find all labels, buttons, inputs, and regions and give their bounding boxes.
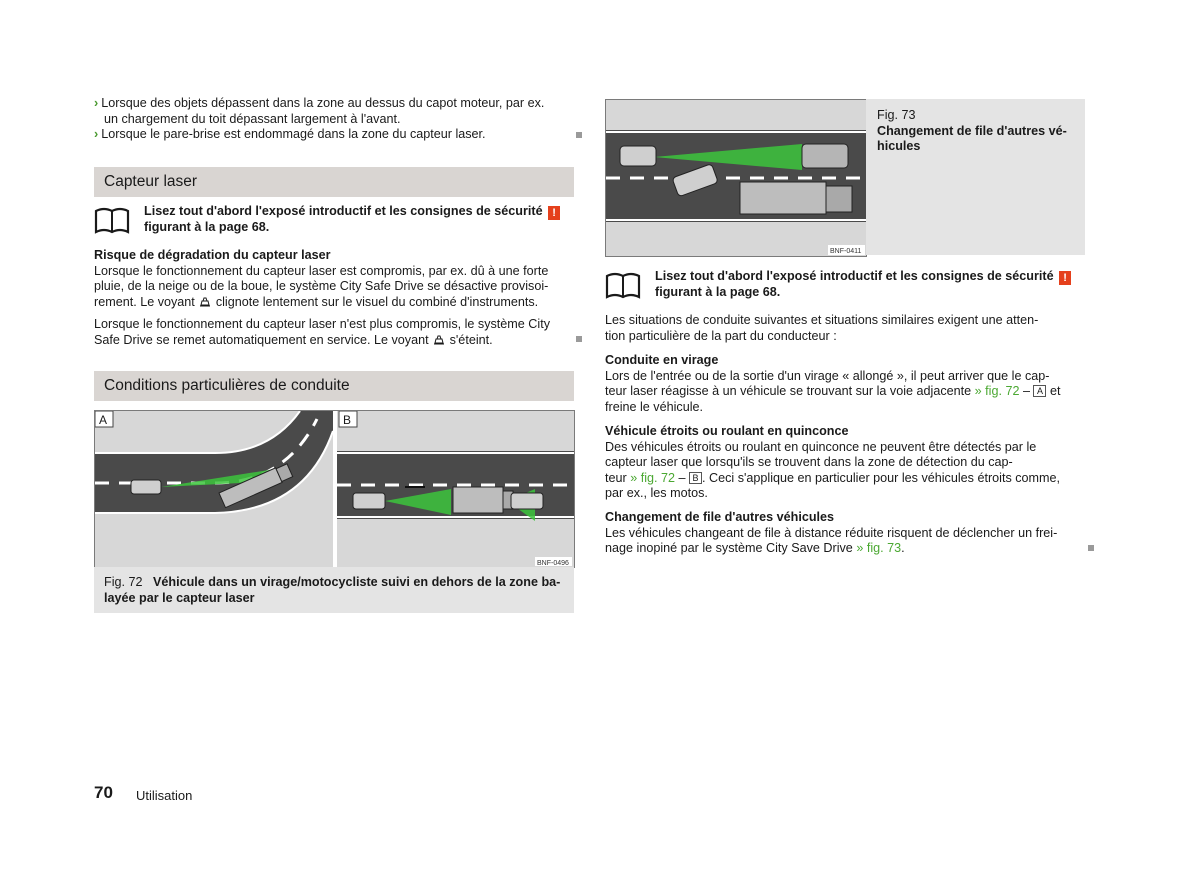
bullet-item	[94, 96, 574, 127]
dash: –	[678, 470, 686, 485]
figure-panel-key-b: B	[689, 472, 702, 484]
paragraph-line-part: et	[1049, 384, 1061, 398]
section-heading-conditions: Conditions particulières de conduite	[94, 371, 574, 401]
paragraph-line-part: .	[901, 541, 905, 555]
end-of-section-marker	[1088, 545, 1094, 551]
risk-paragraph	[94, 248, 576, 310]
notice-text	[655, 269, 1075, 301]
figure-caption-line: Changement de file d'autres vé-	[877, 123, 1067, 138]
notice-line-1: Lisez tout d'abord l'exposé introductif et les consignes de sécurité	[655, 269, 1054, 283]
intro-line: Les situations de conduite suivantes et situations similaires exigent une atten-	[605, 313, 1039, 327]
notice-line-2: figurant à la page 68.	[144, 220, 270, 234]
paragraph-line	[605, 541, 1087, 557]
paragraph-line	[605, 471, 1087, 487]
figure-caption-line: hicules	[877, 139, 921, 153]
end-of-section-marker	[576, 336, 582, 342]
paragraph-line: freine le véhicule.	[605, 399, 704, 414]
figure-number: Fig. 72	[104, 575, 143, 589]
figure-caption-line: Véhicule dans un virage/motocycliste suivi en dehors de la zone ba-	[153, 575, 561, 589]
bullet-text: Lorsque le pare-brise est endommagé dans la zone du capteur laser.	[101, 127, 486, 141]
page-number: 70	[94, 783, 113, 802]
subheading-cornering: Conduite en virage	[605, 353, 719, 367]
paragraph-line	[605, 384, 1087, 400]
paragraph-line-part: teur	[605, 470, 627, 485]
book-icon	[94, 206, 130, 234]
figure-72-caption	[94, 567, 574, 613]
bullet-text: Lorsque des objets dépassent dans la zone au dessus du capot moteur, par ex.	[101, 96, 545, 110]
resume-line-part: s'éteint.	[449, 332, 493, 347]
figure-code: BNF-0411	[830, 248, 862, 255]
paragraph-line-part: teur laser réagisse à un véhicule se trouvant sur la voie adjacente	[605, 384, 972, 398]
figure-72	[94, 410, 575, 568]
paragraph-line: par ex., les motos.	[605, 486, 708, 500]
notice-read-first	[605, 269, 1085, 305]
risk-line-part: clignote lentement sur le visuel du combiné d'instruments.	[215, 294, 539, 309]
end-of-section-marker	[576, 132, 582, 138]
figure-panel-key-a: A	[1033, 385, 1046, 397]
figure-label-b: B	[343, 413, 352, 427]
risk-line: Lorsque le fonctionnement du capteur laser est compromis, par ex. dû à une forte	[94, 263, 549, 278]
risk-line: pluie, de la neige ou de la boue, le système City Safe Drive se désactive provisoi-	[94, 279, 549, 293]
bullet-arrow-icon: ›	[94, 96, 99, 110]
section-heading-capteur-laser: Capteur laser	[94, 167, 574, 197]
paragraph-line: Lors de l'entrée ou de la sortie d'un virage « allongé », il peut arriver que le cap-	[605, 368, 1050, 383]
figure-code: BNF-0496	[537, 560, 569, 567]
laser-sensor-warning-icon	[432, 334, 446, 345]
intro-paragraph	[605, 313, 1087, 344]
bullet-arrow-icon: ›	[94, 127, 99, 141]
warning-icon: !	[548, 206, 560, 220]
warning-icon: !	[1059, 271, 1071, 285]
subheading-narrow-vehicles: Véhicule étroits ou roulant en quinconce	[605, 424, 849, 438]
bullet-text-cont: un chargement du toit dépassant largement à l'avant.	[104, 111, 401, 126]
paragraph-line-part: . Ceci s'applique en particulier pour les véhicules étroits comme,	[702, 470, 1061, 485]
subheading-lane-change: Changement de file d'autres véhicules	[605, 510, 835, 524]
resume-line-part: Safe Drive se remet automatiquement en service. Le voyant	[94, 332, 429, 347]
risk-line	[94, 295, 576, 311]
notice-text	[144, 204, 564, 236]
resume-line: Lorsque le fonctionnement du capteur laser n'est plus compromis, le système City	[94, 317, 550, 331]
narrow-vehicles-paragraph	[605, 424, 1087, 502]
figure-73-caption	[866, 99, 1085, 255]
paragraph-line: Des véhicules étroits ou roulant en quinconce ne peuvent être détectés par le	[605, 439, 1037, 454]
intro-line: tion particulière de la part du conducteur :	[605, 328, 837, 343]
bullet-item	[94, 127, 574, 143]
dash: –	[1022, 384, 1030, 398]
risk-line-part: rement. Le voyant	[94, 294, 195, 309]
paragraph-line: Les véhicules changeant de file à distance réduite risquent de déclencher un frei-	[605, 525, 1058, 540]
book-icon	[605, 271, 641, 299]
risk-heading: Risque de dégradation du capteur laser	[94, 248, 331, 262]
figure-72-link[interactable]: » fig. 72	[630, 470, 676, 485]
figure-72-link[interactable]: » fig. 72	[974, 384, 1020, 398]
notice-read-first	[94, 204, 574, 240]
cornering-paragraph	[605, 353, 1087, 415]
paragraph-line: capteur laser que lorsqu'ils se trouvent dans la zone de détection du cap-	[605, 455, 1013, 469]
lane-change-paragraph	[605, 510, 1087, 557]
resume-paragraph	[94, 317, 576, 348]
laser-sensor-warning-icon	[198, 296, 212, 307]
footer-section-name: Utilisation	[136, 788, 193, 803]
resume-line	[94, 333, 576, 349]
figure-caption-line: layée par le capteur laser	[104, 590, 255, 605]
figure-label-a: A	[99, 413, 108, 427]
figure-72-illustration	[95, 411, 574, 567]
figure-73-illustration	[606, 100, 866, 256]
paragraph-line-part: nage inopiné par le système City Save Drive	[605, 541, 853, 555]
figure-number: Fig. 73	[877, 108, 916, 122]
figure-73	[605, 99, 867, 257]
notice-line-1: Lisez tout d'abord l'exposé introductif et les consignes de sécurité	[144, 204, 543, 218]
figure-73-link[interactable]: » fig. 73	[856, 541, 902, 555]
notice-line-2: figurant à la page 68.	[655, 285, 781, 299]
